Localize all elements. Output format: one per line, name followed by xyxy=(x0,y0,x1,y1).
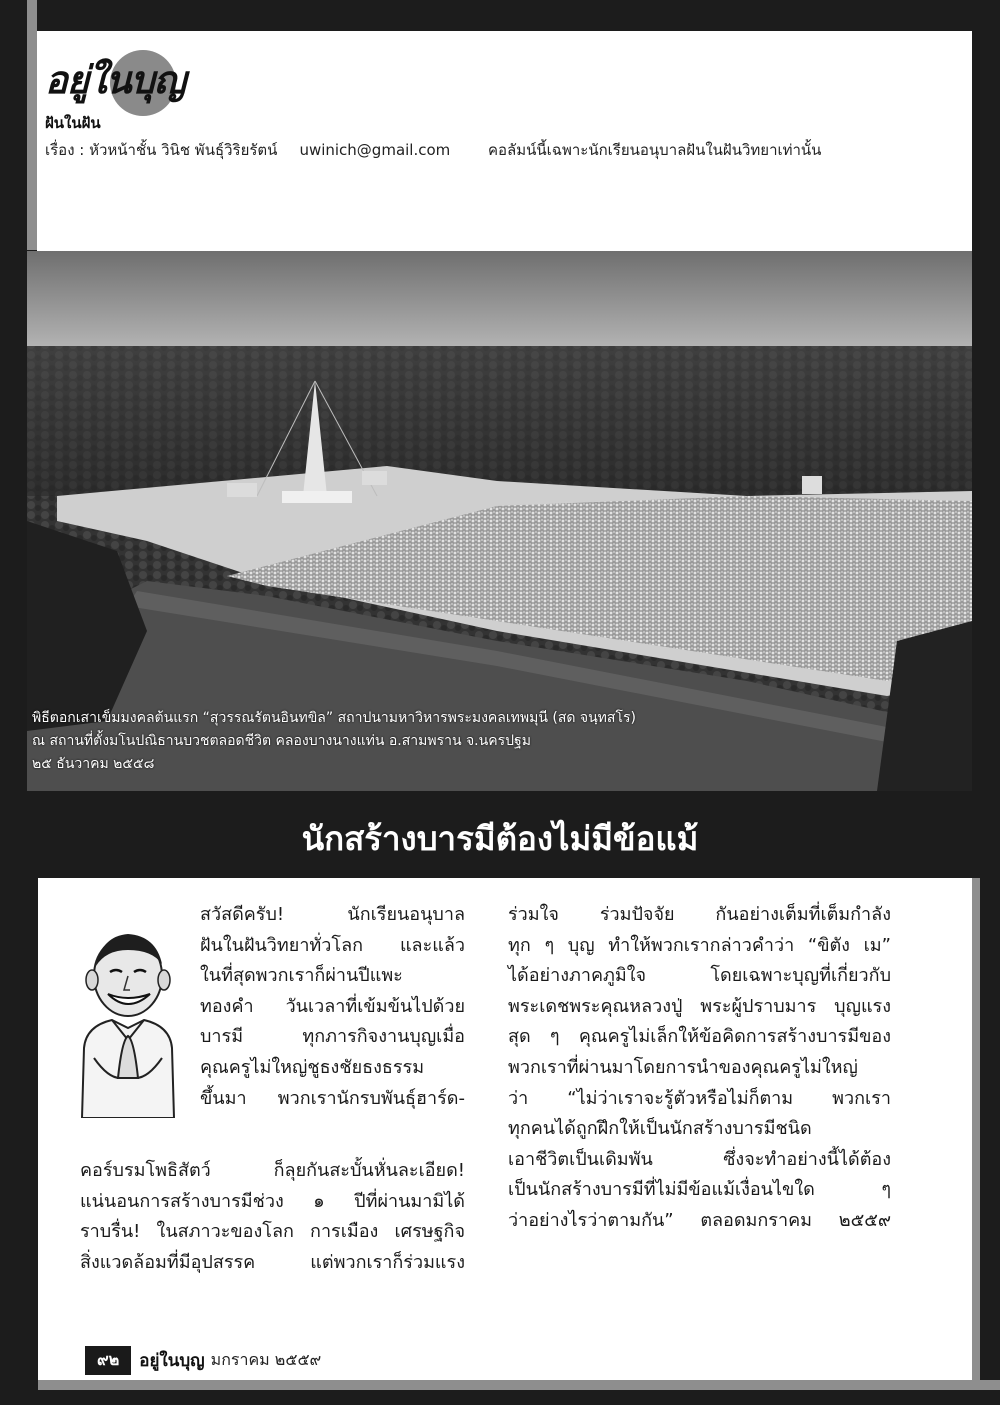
text-line: บารมี ทุกภารกิจงานบุญเมื่อ xyxy=(200,1026,465,1048)
text-line: ว่า “ไม่ว่าเราจะรู้ตัวหรือไม่ก็ตาม พวกเรา xyxy=(508,1087,891,1109)
text-line: ทุก ๆ บุญ ทำให้พวกเรากล่าวคำว่า “ขิตัง เม” xyxy=(508,934,891,956)
text-line: พระเดชพระคุณหลวงปู่ พระผู้ปราบมาร บุญแรง xyxy=(508,995,891,1017)
frame-strip-bottom xyxy=(38,1380,1000,1390)
text-line: คอร์บรมโพธิสัตว์ ก็ลุยกันสะบั้นหั่นละเอียด! xyxy=(80,1160,465,1181)
text-line: สิ่งแวดล้อมที่มีอุปสรรค แต่พวกเราก็ร่วมแรง xyxy=(80,1251,465,1273)
text-line: ได้อย่างภาคภูมิใจ โดยเฉพาะบุญที่เกี่ยวกับ xyxy=(508,965,891,987)
caption-line: ๒๕ ธันวาคม ๒๕๕๘ xyxy=(32,756,155,772)
logo-text: อยู่ในบุญ xyxy=(45,57,186,102)
author-line: เรื่อง : หัวหน้าชั้น วินิช พันธุ์วิริยรัตน์ xyxy=(45,141,278,159)
text-line: ฝันในฝันวิทยาทั่วโลก และแล้ว xyxy=(200,934,465,956)
frame-strip-right xyxy=(972,878,980,1390)
article-column-2 xyxy=(508,900,891,1237)
author-email: uwinich@gmail.com xyxy=(299,141,451,159)
text-line: ขึ้นมา พวกเรานักรบพันธุ์ฮาร์ด- xyxy=(200,1087,465,1109)
article-column-1-top xyxy=(200,900,465,1114)
text-line: คุณครูไม่ใหญ่ชูธงชัยธงธรรม xyxy=(200,1056,425,1078)
magazine-logo xyxy=(45,45,195,115)
article-headline: นักสร้างบารมีต้องไม่มีข้อแม้ xyxy=(301,819,699,858)
frame-strip-left xyxy=(27,0,37,250)
text-line: ราบรื่น! ในสภาวะของโลก การเมือง เศรษฐกิจ xyxy=(80,1221,465,1243)
footer-issue-date: มกราคม ๒๕๕๙ xyxy=(210,1350,322,1369)
text-line: เอาชีวิตเป็นเดิมพัน ซึ่งจะทำอย่างนี้ได้ต้อง xyxy=(508,1148,891,1170)
photo-caption xyxy=(32,707,636,776)
byline xyxy=(45,138,472,162)
text-line: ในที่สุดพวกเราก็ผ่านปีแพะ xyxy=(200,965,403,987)
caption-line: พิธีตอกเสาเข็มมงคลต้นแรก “สุวรรณรัตนอินทขิล” สถาปนามหาวิหารพระมงคลเทพมุนี (สด จนฺทสโร) xyxy=(32,710,636,726)
text-line: พวกเราที่ผ่านมาโดยการนำของคุณครูไม่ใหญ่ xyxy=(508,1056,858,1078)
column-note: คอลัมน์นี้เฉพาะนักเรียนอนุบาลฝันในฝันวิทยาเท่านั้น xyxy=(488,141,822,159)
article-column-1-bottom xyxy=(80,1156,465,1278)
page-number: ๙๒ xyxy=(85,1346,131,1375)
author-cartoon-avatar xyxy=(72,928,184,1118)
section-label: ฝันในฝัน xyxy=(45,114,101,132)
caption-line: ณ สถานที่ตั้งมโนปณิธานบวชตลอดชีวิต คลองบางนางแท่น อ.สามพราน จ.นครปฐม xyxy=(32,733,531,749)
page-footer xyxy=(85,1346,321,1372)
text-line: แน่นอนการสร้างบารมีช่วง ๑ ปีที่ผ่านมามิได้ xyxy=(80,1190,465,1212)
text-line: ทองคำ วันเวลาที่เข้มข้นไปด้วย xyxy=(200,995,465,1017)
footer-magazine-name: อยู่ในบุญ xyxy=(139,1351,205,1371)
text-line: ว่าอย่างไรว่าตามกัน” ตลอดมกราคม ๒๕๕๙ xyxy=(508,1209,891,1231)
text-line: สุด ๆ คุณครูไม่เล็กให้ข้อคิดการสร้างบารมีของ xyxy=(508,1026,891,1048)
text-line: เป็นนักสร้างบารมีที่ไม่มีข้อแม้เงื่อนไขใด ๆ xyxy=(508,1179,891,1201)
text-line: ร่วมใจ ร่วมปัจจัย กันอย่างเต็มที่เต็มกำลัง xyxy=(508,904,891,925)
text-line: ทุกคนได้ถูกฝึกให้เป็นนักสร้างบารมีชนิด xyxy=(508,1118,812,1140)
text-line: สวัสดีครับ! นักเรียนอนุบาล xyxy=(200,904,465,925)
